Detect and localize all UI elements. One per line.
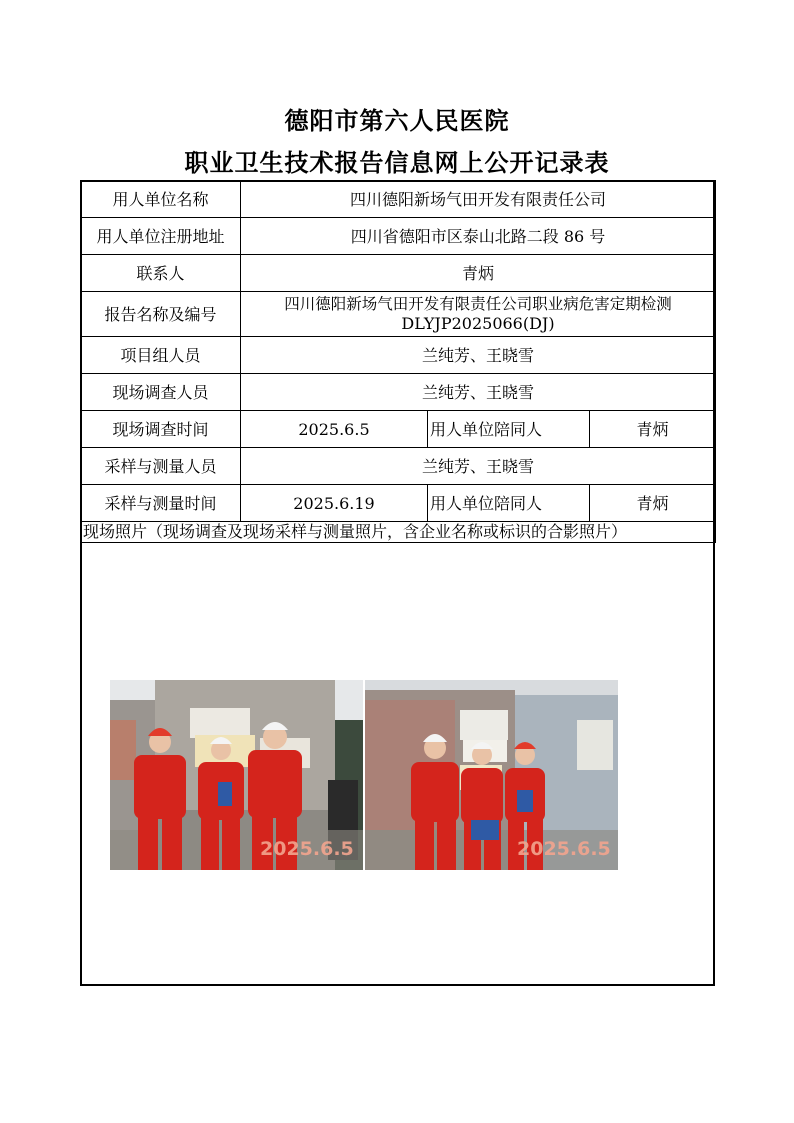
report-label: 报告名称及编号 bbox=[81, 292, 241, 337]
row-unit-name bbox=[81, 181, 716, 218]
report-value bbox=[241, 292, 716, 337]
sampling-accomp-value: 青炳 bbox=[590, 485, 716, 522]
survey-accomp-label: 用人单位陪同人 bbox=[428, 411, 590, 448]
sampling-time-label: 采样与测量时间 bbox=[81, 485, 241, 522]
row-team bbox=[81, 337, 716, 374]
survey-staff-value: 兰纯芳、王晓雪 bbox=[241, 374, 716, 411]
unit-address-label: 用人单位注册地址 bbox=[81, 218, 241, 255]
site-photos bbox=[110, 680, 618, 870]
row-sampling-staff bbox=[81, 448, 716, 485]
document-subtitle: 职业卫生技术报告信息网上公开记录表 bbox=[184, 148, 610, 177]
row-survey-staff bbox=[81, 374, 716, 411]
site-photo-2 bbox=[365, 680, 618, 870]
unit-address-value: 四川省德阳市区泰山北路二段 86 号 bbox=[241, 218, 716, 255]
sampling-time-value: 2025.6.19 bbox=[241, 485, 428, 522]
team-label: 项目组人员 bbox=[81, 337, 241, 374]
unit-name-label: 用人单位名称 bbox=[81, 181, 241, 218]
row-sampling-time bbox=[81, 485, 716, 522]
row-contact bbox=[81, 255, 716, 292]
row-photo-caption bbox=[81, 522, 716, 543]
contact-value: 青炳 bbox=[241, 255, 716, 292]
row-report bbox=[81, 292, 716, 337]
contact-label: 联系人 bbox=[81, 255, 241, 292]
site-photo-1 bbox=[110, 680, 363, 870]
sampling-staff-label: 采样与测量人员 bbox=[81, 448, 241, 485]
survey-time-value: 2025.6.5 bbox=[241, 411, 428, 448]
unit-name-value: 四川德阳新场气田开发有限责任公司 bbox=[241, 181, 716, 218]
row-unit-address bbox=[81, 218, 716, 255]
photo-caption: 现场照片（现场调查及现场采样与测量照片，含企业名称或标识的合影照片） bbox=[81, 522, 716, 543]
survey-time-label: 现场调查时间 bbox=[81, 411, 241, 448]
survey-accomp-value: 青炳 bbox=[590, 411, 716, 448]
photo-1-date-stamp: 2025.6.5 bbox=[260, 838, 354, 860]
survey-staff-label: 现场调查人员 bbox=[81, 374, 241, 411]
sampling-staff-value: 兰纯芳、王晓雪 bbox=[241, 448, 716, 485]
record-table bbox=[80, 180, 716, 543]
photo-2-date-stamp: 2025.6.5 bbox=[517, 838, 611, 860]
row-survey-time bbox=[81, 411, 716, 448]
report-name: 四川德阳新场气田开发有限责任公司职业病危害定期检测 bbox=[284, 295, 672, 313]
document-title: 德阳市第六人民医院 bbox=[284, 106, 510, 135]
sampling-accomp-label: 用人单位陪同人 bbox=[428, 485, 590, 522]
report-number: DLYJP2025066(DJ) bbox=[401, 314, 555, 333]
team-value: 兰纯芳、王晓雪 bbox=[241, 337, 716, 374]
